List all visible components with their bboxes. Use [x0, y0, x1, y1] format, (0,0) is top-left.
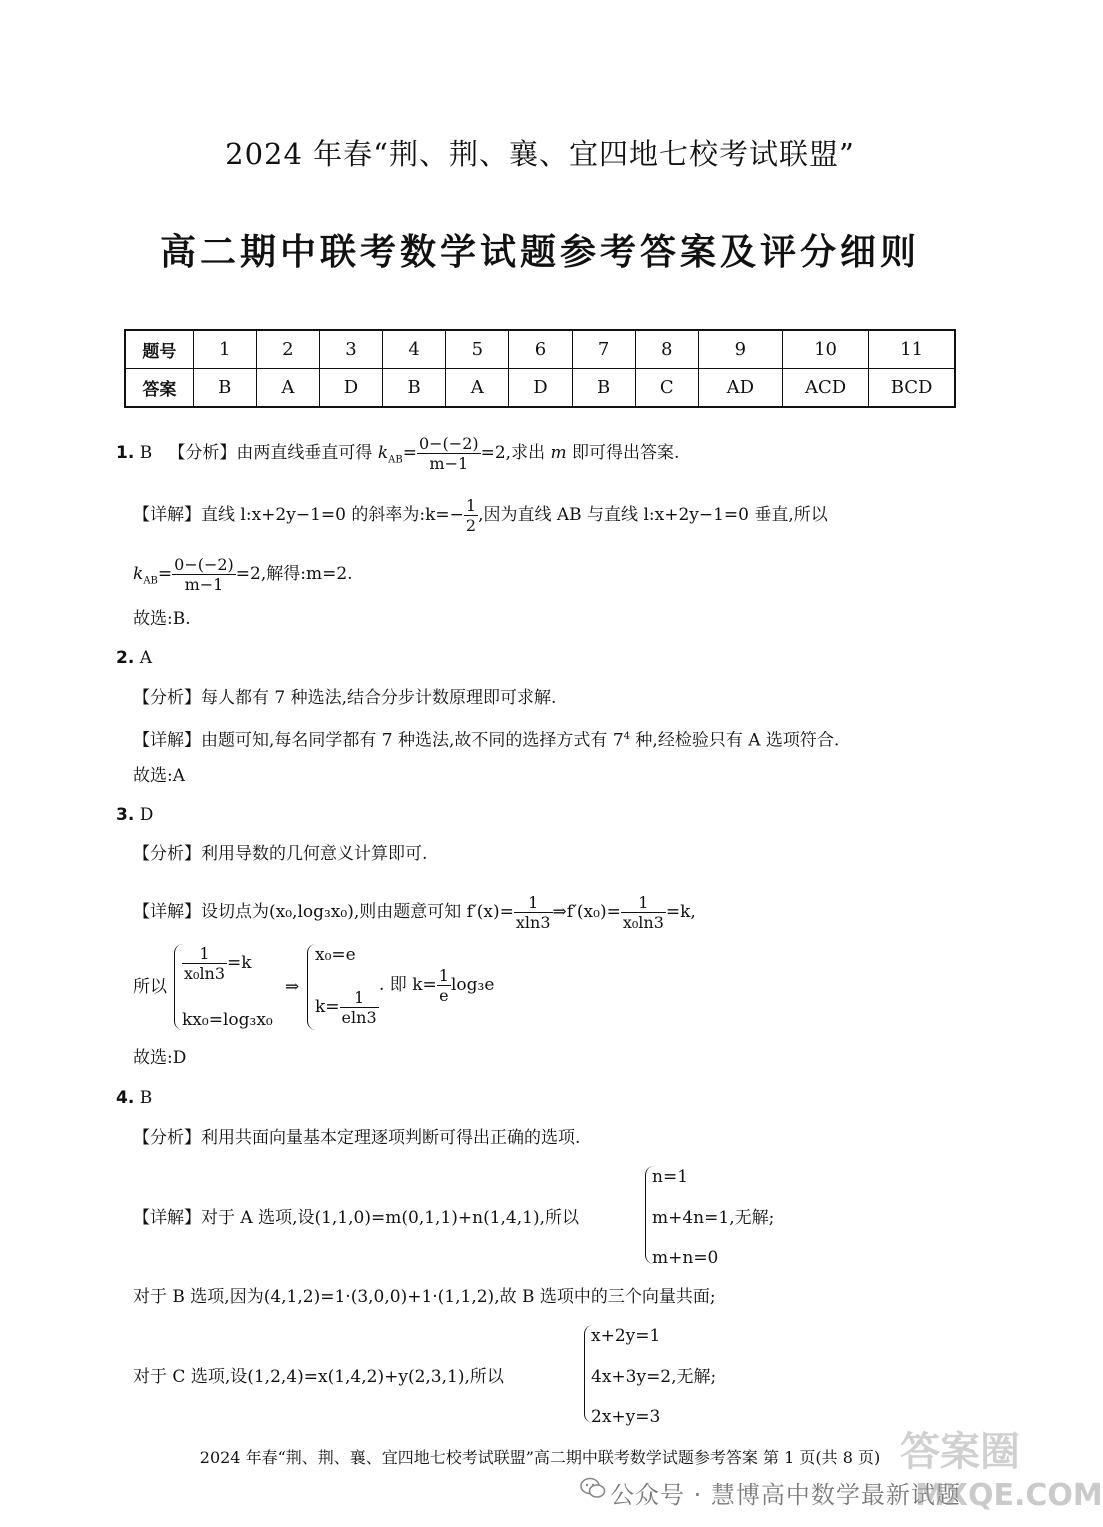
- fraction-numerator: 0−(−2): [174, 555, 234, 574]
- detail-text: 对于 A 选项,设(1,1,0)=m(0,1,1)+n(1,4,1),所以: [201, 1208, 580, 1228]
- derivative-fraction: [621, 893, 666, 932]
- conclusion-text: . 即 k=: [379, 975, 437, 995]
- question-answer: B: [139, 443, 153, 463]
- q3-conclusion: [379, 966, 494, 1005]
- analysis-tag: 【分析】: [133, 688, 201, 708]
- table-cell: 5: [446, 330, 509, 369]
- system-equation: m+4n=1,无解;: [652, 1208, 775, 1228]
- question-number: 3.: [116, 805, 135, 825]
- q2-choice: 故选:A: [133, 766, 186, 786]
- wechat-icon: [580, 1476, 606, 1500]
- equation-rest: =k: [227, 953, 252, 973]
- system-equation: 4x+3y=2,无解;: [591, 1367, 717, 1387]
- watermark-logo: 答案圈: [900, 1429, 1020, 1475]
- fraction-denominator: xln3: [515, 913, 551, 932]
- analysis-text: 每人都有 7 种选法,结合分步计数原理即可求解.: [201, 688, 557, 708]
- system-fraction: [182, 944, 227, 983]
- analysis-tag: 【分析】: [133, 1128, 201, 1148]
- table-cell: A: [446, 369, 509, 408]
- fraction-numerator: 0−(−2): [418, 434, 479, 453]
- table-cell: 1: [193, 330, 256, 369]
- equation-lhs: k=: [315, 997, 340, 1017]
- question-answer: D: [139, 805, 154, 825]
- analysis-tag: 【分析】: [168, 443, 237, 463]
- q3-choice: 故选:D: [133, 1048, 187, 1068]
- detail-text: ,因为直线 AB 与直线 l:x+2y−1=0 垂直,所以: [478, 505, 828, 525]
- q1-detail-line-2: [133, 555, 353, 594]
- conclusion-text: log₃e: [450, 975, 495, 995]
- q2-detail-line: [133, 725, 839, 753]
- table-cell: 7: [572, 330, 635, 369]
- table-cell: 9: [698, 330, 782, 369]
- half-fraction: [464, 496, 478, 535]
- detail-text: 种,经检验只有 A 选项符合.: [630, 730, 840, 751]
- detail-tag: 【详解】: [133, 1208, 201, 1228]
- slope-fraction: [417, 434, 481, 473]
- q4-analysis-line: [133, 1126, 580, 1150]
- detail-tag: 【详解】: [133, 505, 201, 525]
- q4-header: [116, 1086, 152, 1110]
- analysis-text: 利用导数的几何意义计算即可.: [201, 844, 428, 864]
- q4-detail-line: [133, 1206, 579, 1230]
- watermark-logo-url: MXQE.COM: [915, 1478, 1103, 1513]
- system-equation: 2x+y=3: [591, 1407, 661, 1427]
- analysis-text: 即可得出答案.: [566, 443, 680, 463]
- table-cell: BCD: [869, 369, 955, 408]
- table-cell: AD: [698, 369, 782, 408]
- table-cell: 8: [635, 330, 698, 369]
- fraction-numerator: 1: [182, 944, 227, 964]
- question-answer: A: [139, 648, 152, 668]
- system-equation: x₀=e: [315, 945, 356, 965]
- detail-tag: 【详解】: [133, 902, 201, 922]
- slope-subscript: AB: [388, 454, 403, 466]
- system-equation: [315, 988, 379, 1027]
- equals-sign: =: [402, 443, 417, 463]
- system-fraction: [340, 988, 379, 1027]
- exam-title: 2024 年春“荆、荆、襄、宜四地七校考试联盟”: [225, 137, 855, 171]
- system-equation: [182, 944, 252, 983]
- analysis-text: =2,求出: [480, 443, 551, 463]
- implies-arrow: ⇒: [285, 977, 300, 997]
- question-number: 2.: [116, 648, 135, 668]
- slope-symbol: k: [133, 564, 144, 584]
- detail-text: 直线 l:x+2y−1=0 的斜率为:k=−: [201, 505, 464, 525]
- detail-tag: 【详解】: [133, 730, 201, 751]
- table-cell: D: [319, 369, 382, 408]
- document-title: 高二期中联考数学试题参考答案及评分细则: [159, 232, 920, 273]
- fraction-numerator: 1: [438, 966, 449, 985]
- fraction-denominator: 2: [465, 516, 477, 535]
- answer-table: [124, 329, 956, 408]
- detail-text: 由题可知,每名同学都有 7 种选法,故不同的选择方式有 7: [201, 730, 624, 751]
- fraction-numerator: 1: [621, 893, 666, 913]
- fraction-numerator: 1: [340, 988, 379, 1008]
- system-equation: x+2y=1: [591, 1326, 661, 1346]
- fraction-denominator: x₀ln3: [622, 913, 664, 932]
- fraction-denominator: e: [439, 986, 449, 1005]
- conclusion-fraction: [437, 966, 451, 1005]
- table-cell: 11: [869, 330, 955, 369]
- row-label: 答案: [125, 369, 193, 408]
- table-cell: A: [256, 369, 319, 408]
- fraction-numerator: 1: [465, 496, 477, 515]
- analysis-text: 利用共面向量基本定理逐项判断可得出正确的选项.: [201, 1128, 581, 1148]
- detail-text: ⇒f′(x₀)=: [552, 902, 621, 922]
- fraction-denominator: eln3: [341, 1008, 377, 1027]
- answer-row: [125, 369, 955, 408]
- q1-choice: 故选:B.: [133, 609, 191, 629]
- exponent: 4: [623, 731, 631, 742]
- detail-text: =k,: [665, 902, 696, 922]
- analysis-tag: 【分析】: [133, 844, 201, 864]
- fraction-numerator: 1: [514, 893, 553, 913]
- q3-detail-line: [133, 893, 696, 932]
- table-cell: 4: [383, 330, 446, 369]
- table-cell: D: [509, 369, 572, 408]
- fraction-denominator: m−1: [184, 575, 224, 594]
- so-label: 所以: [133, 977, 167, 997]
- q3-analysis-line: [133, 842, 427, 866]
- table-cell: ACD: [782, 369, 868, 408]
- q3-header: [116, 803, 153, 827]
- q1-analysis-line: [116, 434, 679, 473]
- slope-symbol: k: [377, 443, 389, 463]
- analysis-text: 由两直线垂直可得: [236, 443, 378, 463]
- table-cell: 10: [782, 330, 868, 369]
- q4-option-b: 对于 B 选项,因为(4,1,2)=1·(3,0,0)+1·(1,1,2),故 B 选项中的三个向量共面;: [133, 1287, 716, 1307]
- fraction-denominator: x₀ln3: [184, 964, 226, 983]
- table-cell: B: [572, 369, 635, 408]
- q2-header: [116, 646, 152, 670]
- table-cell: 3: [319, 330, 382, 369]
- detail-text: 设切点为(x₀,log₃x₀),则由题意可知 f′(x)=: [201, 902, 514, 922]
- table-cell: 2: [256, 330, 319, 369]
- slope-subscript: AB: [143, 575, 158, 587]
- table-cell: C: [635, 369, 698, 408]
- slope-fraction: [172, 555, 236, 594]
- q4-option-c: 对于 C 选项,设(1,2,4)=x(1,4,2)+y(2,3,1),所以: [133, 1367, 504, 1387]
- table-cell: B: [383, 369, 446, 408]
- system-equation: m+n=0: [652, 1248, 719, 1268]
- detail-text: =2,解得:m=2.: [235, 564, 353, 584]
- q2-analysis-line: [133, 686, 556, 710]
- derivative-fraction: [514, 893, 553, 932]
- table-cell: B: [193, 369, 256, 408]
- system-equation: n=1: [652, 1167, 689, 1187]
- page-footer: 2024 年春“荆、荆、襄、宜四地七校考试联盟”高二期中联考数学试题参考答案 第 1 页(共 8 页): [199, 1448, 881, 1467]
- question-number-row: [125, 330, 955, 369]
- system-equation: kx₀=log₃x₀: [182, 1010, 273, 1030]
- row-label: 题号: [125, 330, 193, 369]
- fraction-denominator: m−1: [429, 454, 469, 473]
- q1-detail-line: [133, 496, 828, 535]
- question-number: 1.: [116, 443, 135, 463]
- watermark-text: 公众号 · 慧博高中数学最新试题: [610, 1481, 961, 1509]
- equals-sign: =: [157, 564, 173, 584]
- question-number: 4.: [116, 1088, 135, 1108]
- variable-m: m: [550, 443, 567, 463]
- question-answer: B: [139, 1088, 153, 1108]
- table-cell: 6: [509, 330, 572, 369]
